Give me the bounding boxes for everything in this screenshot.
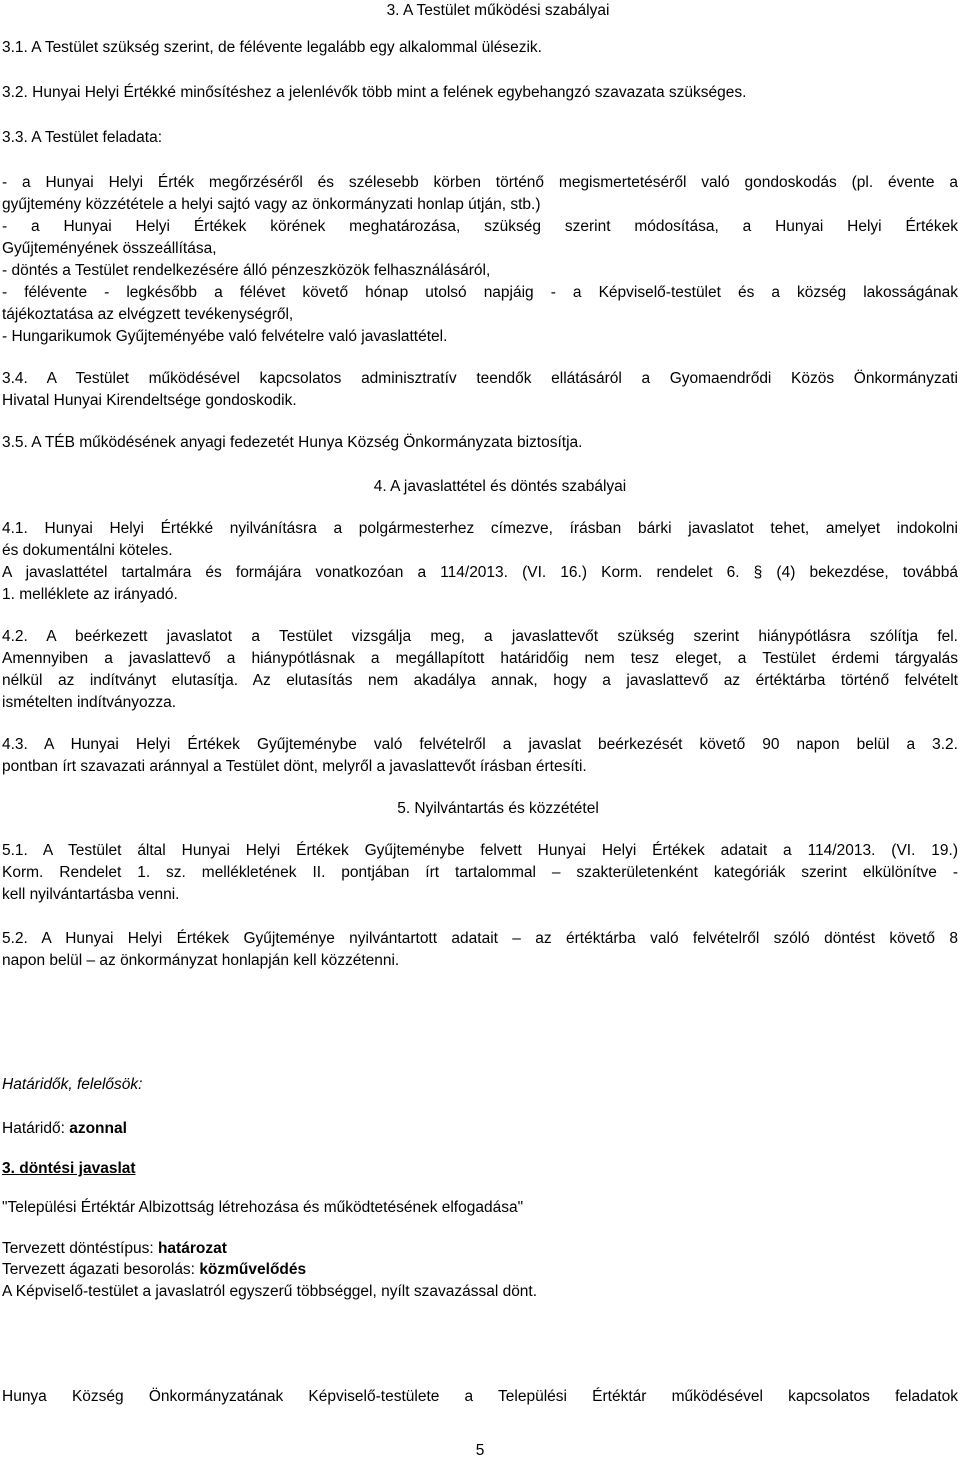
paragraph-4-2-line: 4.2. A beérkezett javaslatot a Testület vizsgálja meg, a javaslattevőt szükség szerint hiánypótlásra szólítja fel. — [2, 628, 958, 645]
vote-note: A Képviselő-testület a javaslatról egyszerű többséggel, nyílt szavazással dönt. — [2, 1283, 538, 1300]
task-line: - döntés a Testület rendelkezésére álló pénzeszközök felhasználásáról, — [2, 262, 491, 279]
paragraph-3-4-line: Hivatal Hunyai Kirendeltsége gondoskodik. — [2, 392, 297, 409]
task-line: tájékoztatása az elvégzett tevékenységről, — [2, 306, 294, 323]
section-3-heading: 3. A Testület működési szabályai — [386, 2, 610, 19]
decision-type-label: Tervezett döntéstípus: — [2, 1240, 158, 1257]
task-line: - félévente - legkésőbb a félévet követő hónap utolsó napjáig - a Képviselő-testület és a község lakosságának — [2, 284, 958, 301]
paragraph-5-1-line: 5.1. A Testület által Hunyai Helyi Értékek Gyűjteménybe felvett Hunyai Helyi Értékek adatait a 114/2013. (VI. 19.) — [2, 842, 958, 859]
closing-line: Hunya Község Önkormányzatának Képviselő-testülete a Települési Értéktár működésével kapcsolatos feladatok — [2, 1388, 958, 1405]
task-line: Gyűjteményének összeállítása, — [2, 240, 217, 257]
task-line: gyűjtemény közzététele a helyi sajtó vagy az önkormányzati honlap útján, stb.) — [2, 196, 541, 213]
paragraph-5-2-line: napon belül – az önkormányzat honlapján kell közzétenni. — [2, 952, 400, 969]
deadline-label: Határidő: — [2, 1120, 70, 1137]
proposal-title: "Települési Értéktár Albizottság létrehozása és működtetésének elfogadása" — [2, 1199, 524, 1216]
task-line: - Hungarikumok Gyűjteményébe való felvételre való javaslattétel. — [2, 328, 448, 345]
paragraph-5-1-line: kell nyilvántartásba venni. — [2, 886, 180, 903]
paragraph-3-1: 3.1. A Testület szükség szerint, de félévente legalább egy alkalommal ülésezik. — [2, 39, 542, 56]
deadlines-heading: Határidők, felelősök: — [2, 1076, 143, 1093]
paragraph-4-3-line: pontban írt szavazati aránnyal a Testület dönt, melyről a javaslattevőt írásban értesíti. — [2, 758, 587, 775]
task-line: - a Hunyai Helyi Érték megőrzéséről és szélesebb körben történő megismertetéséről való gondoskodás (pl. évente a — [2, 174, 958, 191]
proposal-heading: 3. döntési javaslat — [2, 1160, 136, 1177]
deadline-line — [2, 1118, 958, 1140]
paragraph-5-2-line: 5.2. A Hunyai Helyi Értékek Gyűjteménye nyilvántartott adatait – az értéktárba való felvételről szóló döntést követő 8 — [2, 930, 958, 947]
paragraph-4-2-line: Amennyiben a javaslattevő a hiánypótlásnak a megállapított határidőig nem tesz eleget, a Testület érdemi tárgyalás — [2, 650, 958, 667]
paragraph-3-3: 3.3. A Testület feladata: — [2, 129, 163, 146]
paragraph-4-1-line: A javaslattétel tartalmára és formájára vonatkozóan a 114/2013. (VI. 16.) Korm. rendelet 6. § (4) bekezdése, továbbá — [2, 564, 958, 581]
decision-type-line — [2, 1238, 958, 1260]
sector-line — [2, 1259, 958, 1281]
paragraph-4-1-line: és dokumentálni köteles. — [2, 542, 173, 559]
section-5-heading: 5. Nyilvántartás és közzététel — [397, 800, 599, 817]
paragraph-4-2-line: nélkül az indítványt elutasítja. Az elutasítás nem akadálya annak, hogy a javaslattevő az értéktárba történő felvételt — [2, 672, 958, 689]
decision-type-value: határozat — [157, 1240, 227, 1257]
paragraph-3-2: 3.2. Hunyai Helyi Értékké minősítéshez a jelenlévők több mint a felének egybehangzó szavazata szükséges. — [2, 84, 747, 101]
deadline-value: azonnal — [69, 1120, 127, 1137]
section-4-heading: 4. A javaslattétel és döntés szabályai — [373, 478, 627, 495]
paragraph-5-1-line: Korm. Rendelet 1. sz. mellékletének II. pontjában írt tartalommal – szakterületenként kategóriák szerint elkülönítve - — [2, 864, 958, 881]
sector-label: Tervezett ágazati besorolás: — [2, 1261, 200, 1278]
sector-value: közművelődés — [199, 1261, 307, 1278]
paragraph-4-1-line: 4.1. Hunyai Helyi Értékké nyilvánításra a polgármesterhez címezve, írásban bárki javaslatot tehet, amelyet indokolni — [2, 520, 958, 537]
task-line: - a Hunyai Helyi Értékek körének meghatározása, szükség szerint módosítása, a Hunyai Helyi Értékek — [2, 218, 958, 235]
paragraph-3-4-line: 3.4. A Testület működésével kapcsolatos adminisztratív teendők ellátásáról a Gyomaendrődi Közös Önkormányzati — [2, 370, 958, 387]
paragraph-4-3-line: 4.3. A Hunyai Helyi Értékek Gyűjteménybe való felvételről a javaslat beérkezését követő 90 napon belül a 3.2. — [2, 736, 958, 753]
paragraph-3-5: 3.5. A TÉB működésének anyagi fedezetét Hunya Község Önkormányzata biztosítja. — [2, 434, 583, 451]
paragraph-4-2-line: ismételten indítványozza. — [2, 694, 177, 711]
page-number: 5 — [475, 1442, 485, 1459]
paragraph-4-1-line: 1. melléklete az irányadó. — [2, 586, 178, 603]
